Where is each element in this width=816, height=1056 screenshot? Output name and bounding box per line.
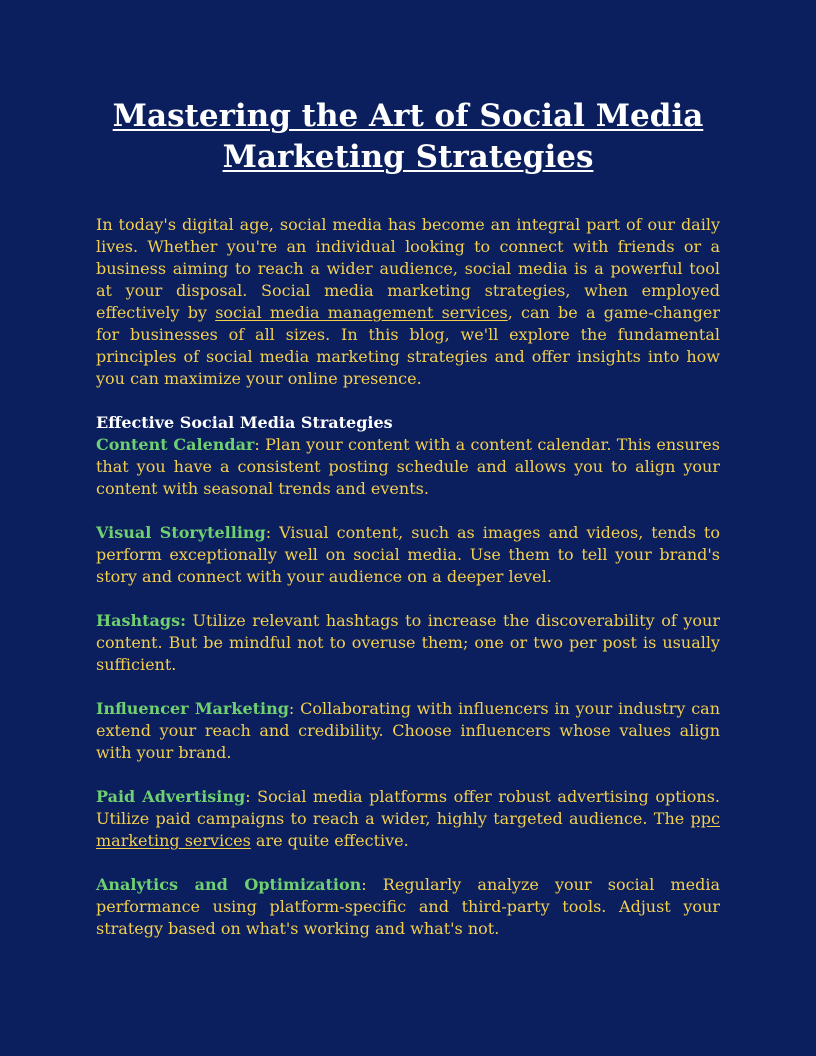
page-title-line-2: Marketing Strategies xyxy=(222,139,594,175)
page-title xyxy=(96,96,720,178)
ppc-marketing-services-link[interactable]: ppc marketing services xyxy=(96,809,720,850)
strategy-term: Analytics and Optimization xyxy=(96,875,362,894)
strategy-list xyxy=(96,434,720,940)
strategy-term: Paid Advertising xyxy=(96,787,246,806)
strategy-text-after-link: are quite effective. xyxy=(250,831,409,850)
strategy-text: Utilize relevant hashtags to increase the discoverability of your content. But be mindful not to overuse them; one or two per post is usually sufficient. xyxy=(96,611,721,674)
strategy-item xyxy=(96,698,720,764)
strategy-item xyxy=(96,786,720,852)
strategy-text: Collaborating with influencers in your industry can extend your reach and credibility. Choose influencers whose values align with your brand. xyxy=(96,699,720,762)
strategy-separator: : xyxy=(361,875,383,894)
strategy-text: Visual content, such as images and videos, tends to perform exceptionally well on social media. Use them to tell your brand's story and connect with your audience on a deeper level. xyxy=(96,523,720,586)
strategy-term: Influencer Marketing xyxy=(96,699,289,718)
strategy-term: Hashtags: xyxy=(96,611,186,630)
strategy-item xyxy=(96,522,720,588)
strategy-separator: : xyxy=(245,787,258,806)
strategy-item xyxy=(96,610,720,676)
strategy-separator: : xyxy=(254,435,266,454)
intro-text-after-link: , can be a game-changer for businesses of all sizes. In this blog, we'll explore the fundamental principles of social media marketing strategies and offer insights into how you can maximize your online presence. xyxy=(96,303,721,388)
intro-text-before-link: In today's digital age, social media has become an integral part of our daily lives. Whether you're an individual looking to connect with friends or a business aiming to reach a wider audience, social media is a powerful tool at your disposal. Social media marketing strategies, when employed effectively by xyxy=(96,215,720,322)
strategy-text: Plan your content with a content calendar. This ensures that you have a consistent posting schedule and allows you to align your content with seasonal trends and events. xyxy=(96,435,720,498)
strategy-term: Visual Storytelling xyxy=(96,523,266,542)
page-title-line-1: Mastering the Art of Social Media xyxy=(112,98,704,134)
strategy-separator: : xyxy=(288,699,301,718)
strategy-text: Regularly analyze your social media performance using platform-specific and third-party tools. Adjust your strategy based on what's working and what's not. xyxy=(96,875,720,938)
strategy-item xyxy=(96,434,720,500)
strategy-text: Social media platforms offer robust advertising options. Utilize paid campaigns to reach a wider, highly targeted audience. The xyxy=(96,787,720,828)
intro-paragraph xyxy=(96,214,720,390)
strategy-term: Content Calendar xyxy=(96,435,255,454)
section-heading: Effective Social Media Strategies xyxy=(96,413,393,432)
strategy-separator: : xyxy=(265,523,280,542)
social-media-management-services-link[interactable]: social media management services xyxy=(215,303,508,322)
strategy-item xyxy=(96,874,720,940)
